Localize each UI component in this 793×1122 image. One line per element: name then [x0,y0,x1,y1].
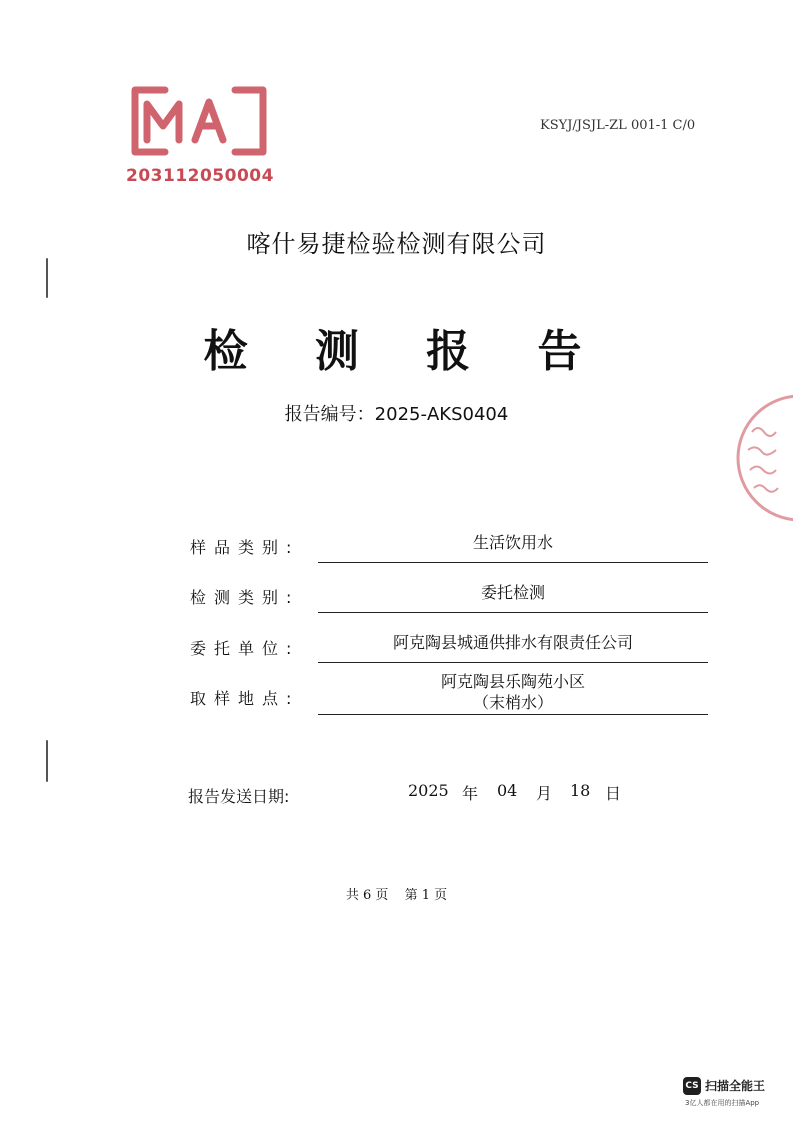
binding-mark-bottom [46,740,48,782]
page-total: 共 6 页 [345,888,389,903]
field-value-sample-type: 生活饮用水 [472,533,553,552]
send-date-month-unit: 月 [536,784,553,803]
field-label-sample-type: 样品类别: [190,538,300,557]
scanner-logo-icon: CS [683,1077,701,1095]
send-date-month: 04 [497,781,518,800]
company-name: 喀什易捷检验检测有限公司 [246,230,547,258]
binding-mark-top [46,258,48,298]
page-info [0,884,793,903]
field-underline [318,612,708,613]
document-code: KSYJ/JSJL-ZL 001-1 C/0 [540,118,696,133]
send-date-day: 18 [570,781,591,800]
seal-number: 203112050004 [126,166,274,186]
report-number: 报告编号：2025-AKS0404 [284,404,509,425]
send-date-year-unit: 年 [462,784,479,803]
send-date-day-unit: 日 [605,784,622,803]
scanner-tagline: 3亿人都在用的扫描App [685,1099,760,1107]
field-label-client: 委托单位: [190,639,300,658]
page-current: 第 1 页 [404,888,448,903]
field-underline [318,714,708,715]
field-value-sampling-site: 阿克陶县乐陶苑小区 [440,672,585,691]
field-value-client: 阿克陶县城通供排水有限责任公司 [392,633,633,652]
scanner-name: 扫描全能王 [705,1079,766,1093]
field-label-sampling-site: 取样地点: [190,689,300,708]
field-underline [318,562,708,563]
send-date-label: 报告发送日期: [188,787,290,806]
field-value-test-type: 委托检测 [480,583,545,602]
field-underline [318,662,708,663]
report-title: 检 测 报 告 [203,326,608,377]
company-seal-partial [718,392,793,527]
field-value-sampling-site-note: （末梢水） [472,693,553,712]
send-date-year: 2025 [408,781,449,800]
field-label-test-type: 检测类别: [190,588,300,607]
scanner-watermark [683,1075,788,1111]
